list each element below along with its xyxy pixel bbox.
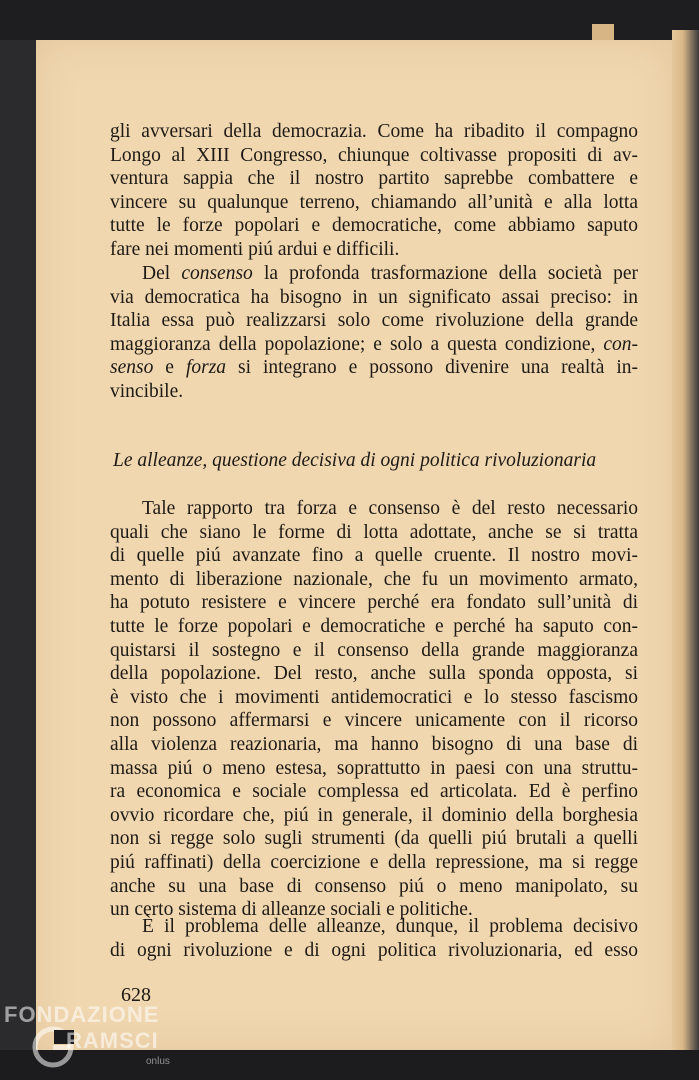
text-span: si integrano e possono divenire una realtà in-: [226, 357, 638, 379]
italic-text: con-: [603, 333, 638, 355]
text-line: tutte le forze popolari e democratiche, come abbiamo saputo: [110, 215, 638, 237]
text-line: Italia essa può realizzarsi solo come rivoluzione della grande: [110, 310, 638, 332]
watermark-subtitle: onlus: [146, 1056, 170, 1067]
text-line: anche su una base di consenso piú o meno manipolato, su: [110, 875, 638, 897]
text-span: maggioranza della popolazione; e solo a questa condizione,: [110, 333, 604, 355]
text-line: piú raffinati) della coercizione e della repressione, ma si regge: [110, 851, 638, 873]
text-line: È il problema delle alleanze, dunque, il problema decisivo: [142, 916, 638, 937]
text-line: vincibile.: [110, 380, 184, 402]
watermark-line1: FONDAZIONE: [4, 1002, 160, 1027]
paragraph-2: [110, 262, 638, 404]
italic-text: senso: [110, 357, 154, 379]
text-line: fare nei momenti piú ardui e difficili.: [110, 238, 400, 260]
text-line: della popolazione. Del resto, anche sulla sponda opposta, si: [110, 663, 638, 685]
text-line: ventura sappia che il nostro partito saprebbe combattere e: [110, 168, 638, 190]
text-line: tutte le forze popolari e democratiche e perché ha saputo con-: [110, 615, 638, 637]
text-line: un certo sistema di alleanze sociali e politiche.: [110, 899, 473, 921]
text-span: la profonda trasformazione della società per: [252, 263, 639, 284]
text-line: gli avversari della democrazia. Come ha ribadito il compagno: [110, 121, 638, 142]
paragraph-4: [110, 915, 638, 962]
text-line: [110, 262, 638, 286]
text-line: massa piú o meno estesa, soprattutto in paesi con una struttu-: [110, 757, 638, 779]
paragraph-1: [110, 120, 638, 262]
text-line: ra economica e sociale complessa ed articolata. Ed è perfino: [110, 781, 638, 803]
text-line: non si regge solo sugli strumenti (da quelli piú brutali a quelli: [110, 828, 638, 850]
text-line: è visto che i movimenti antidemocratici e lo stesso fascismo: [110, 686, 638, 708]
text-line: di quelle piú avanzate fino a quelle cruente. Il nostro movi-: [110, 545, 638, 567]
text-line: [110, 356, 638, 380]
text-line: Tale rapporto tra forza e consenso è del resto necessario: [142, 498, 638, 519]
section-heading: Le alleanze, questione decisiva di ogni politica rivoluzionaria: [113, 450, 597, 471]
text-line: ovvio ricordare che, piú in generale, il dominio della borghesia: [110, 804, 638, 826]
text-line: ha potuto resistere e vincere perché era fondato sull’unità di: [110, 592, 638, 614]
watermark-logo: [4, 1002, 184, 1078]
text-line: di ogni rivoluzione e di ogni politica rivoluzionaria, ed esso: [110, 939, 638, 961]
text-line: alla violenza reazionaria, ma hanno bisogno di una base di: [110, 733, 638, 755]
text-line: quali che siano le forme di lotta adottate, anche se si tratta: [110, 521, 638, 543]
text-line: Longo al XIII Congresso, chiunque coltivasse propositi di av-: [110, 144, 638, 166]
text-span: e: [153, 357, 186, 379]
watermark-line2: RAMSCI: [66, 1028, 159, 1053]
text-line: vincere su qualunque terreno, chiamando all’unità e alla lotta: [110, 191, 638, 213]
text-line: [110, 333, 638, 357]
italic-text: consenso: [181, 263, 253, 284]
italic-text: forza: [185, 357, 227, 379]
page-number: 628: [121, 984, 151, 1006]
text-line: non possono affermarsi e vincere unicamente con il ricorso: [110, 710, 638, 732]
page-edge: [672, 30, 699, 1070]
text-line: mento di liberazione nazionale, che fu un movimento armato,: [110, 568, 638, 590]
text-span: Del: [142, 263, 182, 284]
text-line: quistarsi il sostegno e il consenso della grande maggioranza: [110, 639, 638, 661]
paragraph-3: [110, 497, 638, 922]
text-line: via democratica ha bisogno in un significato assai preciso: in: [110, 286, 638, 308]
